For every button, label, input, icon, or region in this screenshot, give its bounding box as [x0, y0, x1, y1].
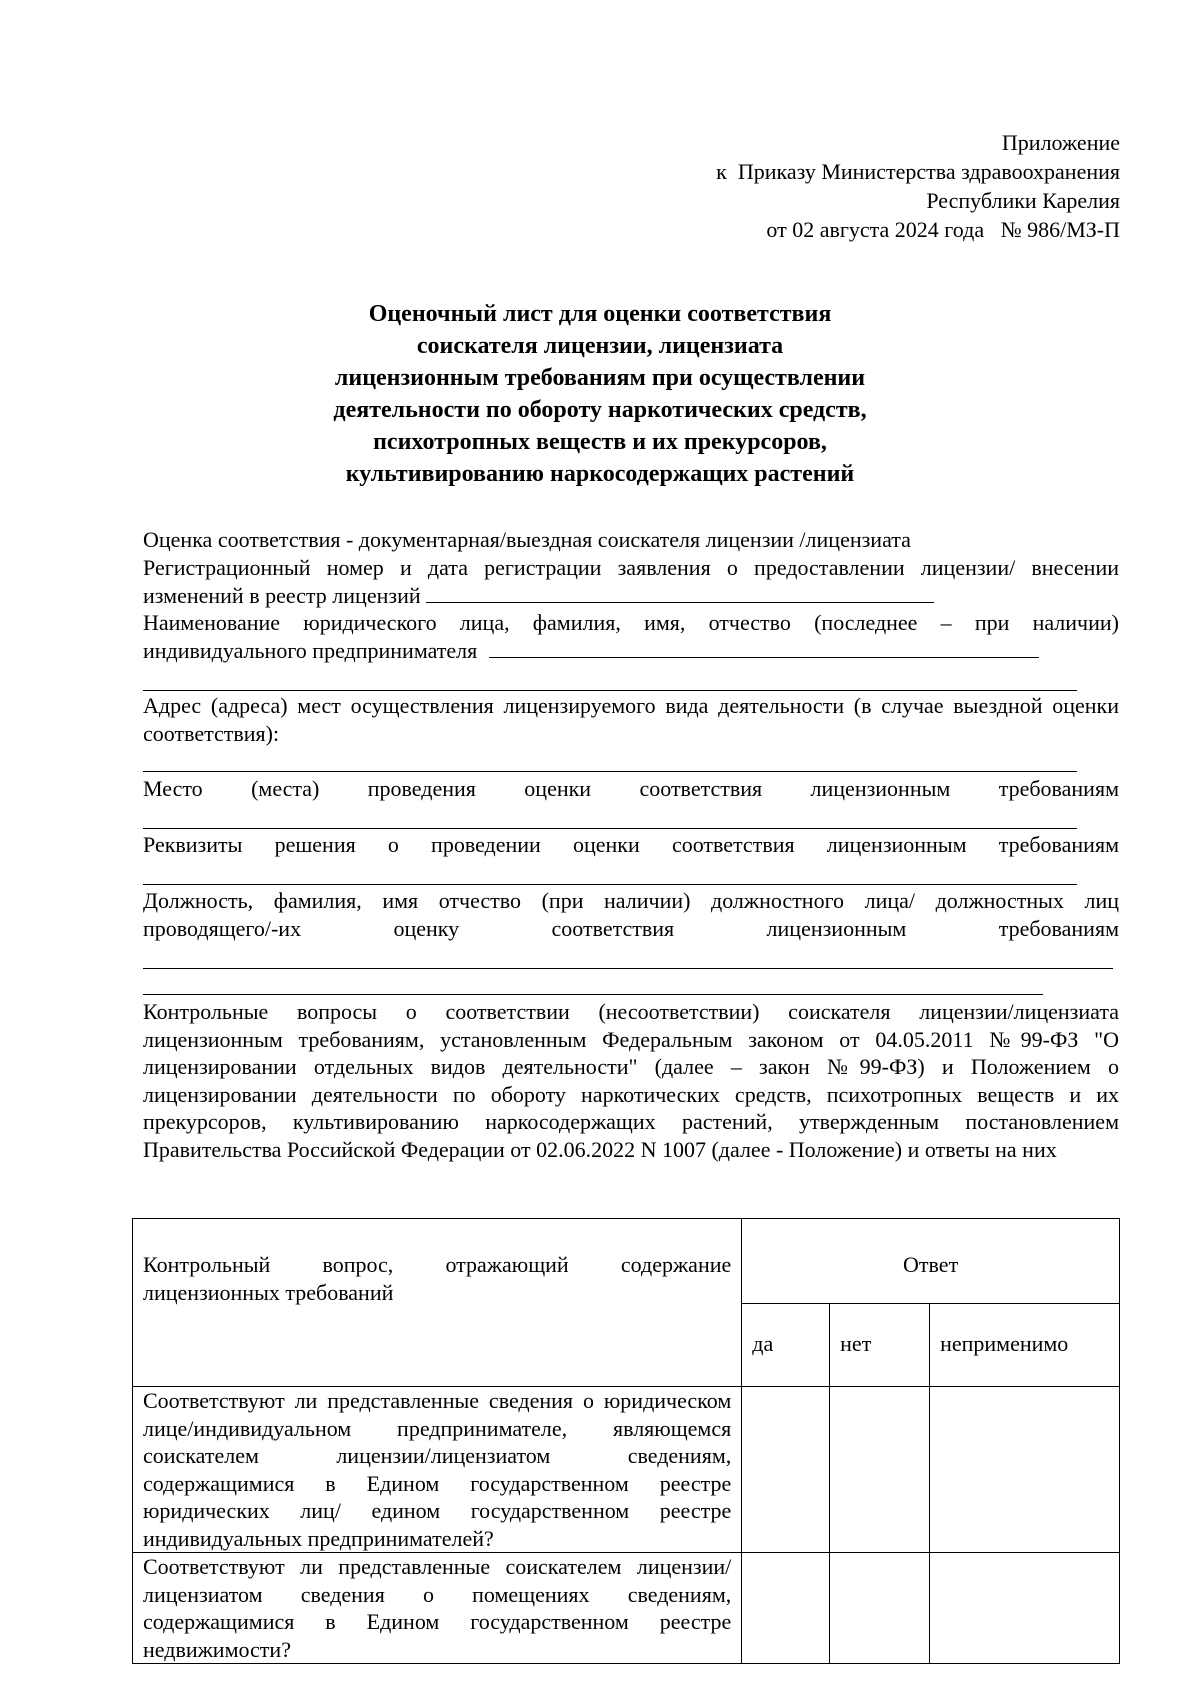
address-blank-line — [143, 771, 1077, 772]
question-cell: Соответствуют ли представленные соискателем лицензии/лицензиатом сведения о помещениях сведениям, содержащимися в Едином государственном реестре недвижимости? — [133, 1553, 742, 1664]
org-name-blank[interactable] — [489, 639, 1039, 658]
official-blank-line — [143, 968, 1113, 969]
title-line: культивированию наркосодержащих растений — [345, 461, 855, 487]
header-answer-text: Ответ — [903, 1252, 959, 1277]
answer-na-cell[interactable] — [930, 1387, 1120, 1553]
official-field-line1 — [143, 887, 1119, 915]
org-name-label: Наименование юридического лица, фамилия, имя, отчество (последнее – при наличии) индивидуального предпринимателя — [143, 610, 1119, 663]
title-line: Оценочный лист для оценки соответствия — [368, 301, 832, 327]
title-line: соискателя лицензии, лицензиата — [416, 333, 784, 359]
intro-text: Контрольные вопросы о соответствии (несоответствии) соискателя лицензии/лицензиата лицензионным требованиям, установленным Федеральным законом от 04.05.2011 №99-ФЗ "О лицензировании отдельных видов деятельности" (далее – закон №99-ФЗ) и Положением о лицензировании деятельности по обороту наркотических средств, психотропных веществ и их прекурсоров, культивированию наркосодержащих растений, утвержденным постановлением Правительства Российской Федерации от 02.06.2022 N 1007 (далее - Положение) и ответы на них — [143, 999, 1119, 1162]
answer-yes-cell[interactable] — [742, 1387, 830, 1553]
appendix-region: Республики Карелия — [926, 188, 1120, 213]
document-title — [0, 298, 1200, 490]
question-cell: Соответствуют ли представленные сведения о юридическом лице/индивидуальном предпринимателе, являющемся соискателем лицензии/лицензиатом сведениям, содержащимися в Едином государственном реестре юридических лиц/ едином государственном реестре индивидуальных предпринимателей? — [133, 1387, 742, 1553]
appendix-date-number: от 02 августа 2024 года № 986/МЗ-П — [766, 217, 1120, 242]
title-line: деятельности по обороту наркотических средств, — [333, 397, 867, 423]
appendix-order-ref: к Приказу Министерства здравоохранения — [716, 159, 1120, 184]
decision-field — [143, 831, 1119, 859]
place-field — [143, 775, 1119, 803]
appendix-header — [716, 128, 1120, 244]
header-question-text: Контрольный вопрос, отражающий содержание лицензионных требований — [143, 1252, 732, 1305]
appendix-label: Приложение — [1001, 130, 1120, 155]
reg-number-label: Регистрационный номер и дата регистрации заявления о предоставлении лицензии/ внесении изменений в реестр лицензий — [143, 555, 1119, 608]
title-line: лицензионным требованиям при осуществлении — [334, 365, 866, 391]
official-label-line2: проводящего/-их оценку соответствия лицензионным требованиям — [143, 916, 1119, 941]
checklist-table — [132, 1218, 1120, 1664]
title-line: психотропных веществ и их прекурсоров, — [373, 429, 827, 455]
org-name-extra-line — [143, 690, 1077, 691]
answer-no-cell[interactable] — [830, 1553, 930, 1664]
header-question-cell — [133, 1219, 742, 1387]
answer-na-cell[interactable] — [930, 1553, 1120, 1664]
official-blank-line-2 — [143, 994, 1043, 995]
answer-no-cell[interactable] — [830, 1387, 930, 1553]
decision-label: Реквизиты решения о проведении оценки соответствия лицензионным требованиям — [143, 832, 1119, 857]
intro-paragraph — [143, 998, 1119, 1163]
address-field — [143, 692, 1119, 747]
official-field-line2 — [143, 915, 1119, 943]
header-answer-cell — [742, 1219, 1120, 1304]
address-label: Адрес (адреса) мест осуществления лицензируемого вида деятельности (в случае выездной оценки соответствия): — [143, 693, 1119, 746]
option-no-header: нет — [830, 1304, 930, 1387]
table-row — [133, 1553, 1120, 1664]
reg-number-blank[interactable] — [426, 584, 934, 603]
assessment-type-field — [143, 526, 1119, 554]
decision-blank-line — [143, 884, 1077, 885]
option-yes-header: да — [742, 1304, 830, 1387]
official-label-line1: Должность, фамилия, имя отчество (при наличии) должностного лица/ должностных лиц — [143, 888, 1119, 913]
answer-yes-cell[interactable] — [742, 1553, 830, 1664]
table-header-row — [133, 1219, 1120, 1304]
option-na-header: неприменимо — [930, 1304, 1120, 1387]
assessment-type-label: Оценка соответствия - документарная/выездная соискателя лицензии /лицензиата — [143, 527, 911, 552]
place-label: Место (места) проведения оценки соответствия лицензионным требованиям — [143, 776, 1119, 801]
org-name-field — [143, 609, 1119, 664]
reg-number-field — [143, 554, 1119, 609]
table-row — [133, 1387, 1120, 1553]
place-blank-line — [143, 828, 1077, 829]
